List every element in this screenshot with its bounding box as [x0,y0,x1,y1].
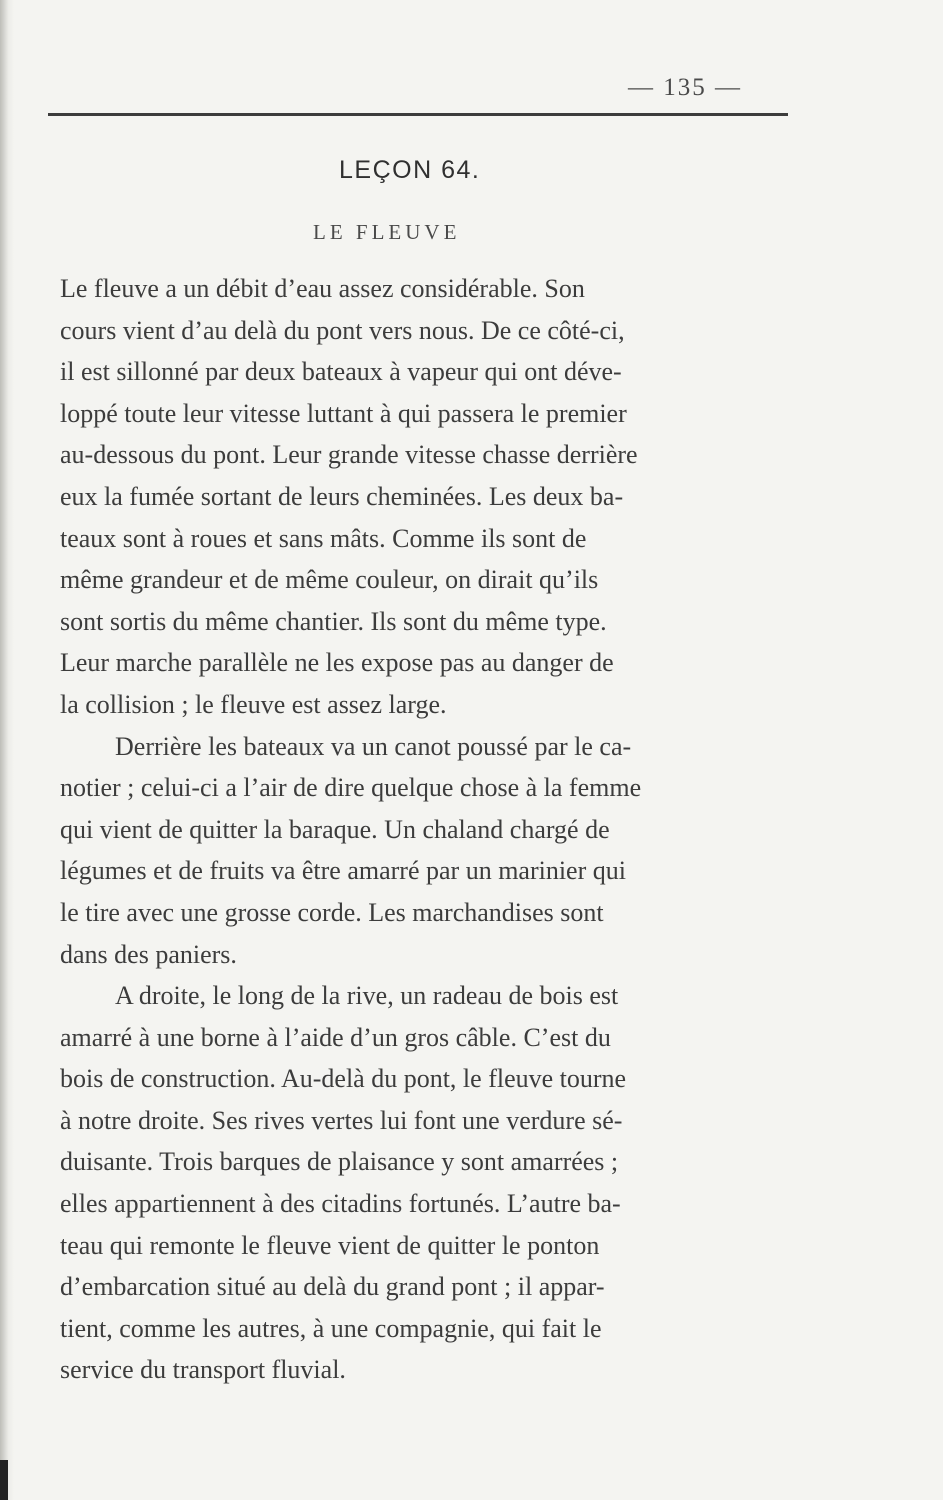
text-line: bois de construction. Au-delà du pont, le fleuve tourne [60,1064,627,1094]
chapter-title: LE FLEUVE [313,220,461,244]
text-line: même grandeur et de même couleur, on dirait qu’ils [60,565,599,595]
text-line: cours vient d’au delà du pont vers nous. De ce côté-ci, [60,315,625,345]
scan-corner-mark [0,1460,8,1500]
text-line: teau qui remonte le fleuve vient de quitter le ponton [60,1230,600,1260]
text-line: légumes et de fruits va être amarré par un marinier qui [60,856,626,886]
text-line: Le fleuve a un débit d’eau assez considérable. Son [60,274,585,303]
page-edge-shadow [0,0,14,1500]
text-line: au-dessous du pont. Leur grande vitesse chasse derrière [60,440,638,470]
text-line: A droite, le long de la rive, un radeau de bois est [115,981,619,1011]
text-line: eux la fumée sortant de leurs cheminées. Les deux ba- [60,481,624,511]
text-line: qui vient de quitter la baraque. Un chaland chargé de [60,814,610,844]
text-line: amarré à une borne à l’aide d’un gros câble. C’est du [60,1022,611,1052]
lesson-title: LEÇON 64. [339,156,481,184]
text-line: tient, comme les autres, à une compagnie, qui fait le [60,1313,602,1343]
text-line: il est sillonné par deux bateaux à vapeur qui ont déve- [60,357,622,387]
text-line: notier ; celui-ci a l’air de dire quelque chose à la femme [60,773,642,803]
page-number: — 135 — [628,74,742,101]
text-line: teaux sont à roues et sans mâts. Comme ils sont de [60,523,587,553]
header-rule [48,113,788,116]
text-line: à notre droite. Ses rives vertes lui font une verdure sé- [60,1105,623,1135]
text-line: loppé toute leur vitesse luttant à qui passera le premier [60,398,627,428]
paragraph [60,268,820,726]
text-line: Leur marche parallèle ne les expose pas au danger de [60,648,614,678]
text-line: duisante. Trois barques de plaisance y sont amarrées ; [60,1147,619,1177]
text-line: sont sortis du même chantier. Ils sont du même type. [60,606,607,636]
body-text [60,268,820,1391]
text-line: Derrière les bateaux va un canot poussé par le ca- [115,731,632,761]
paragraph [60,726,820,976]
text-line: le tire avec une grosse corde. Les marchandises sont [60,897,604,927]
text-line: d’embarcation situé au delà du grand pont ; il appar- [60,1272,605,1302]
text-line: dans des paniers. [60,939,237,969]
paragraph [60,975,820,1391]
text-line: elles appartiennent à des citadins fortunés. L’autre ba- [60,1189,621,1219]
text-line: service du transport fluvial. [60,1355,346,1385]
text-line: la collision ; le fleuve est assez large. [60,689,447,719]
